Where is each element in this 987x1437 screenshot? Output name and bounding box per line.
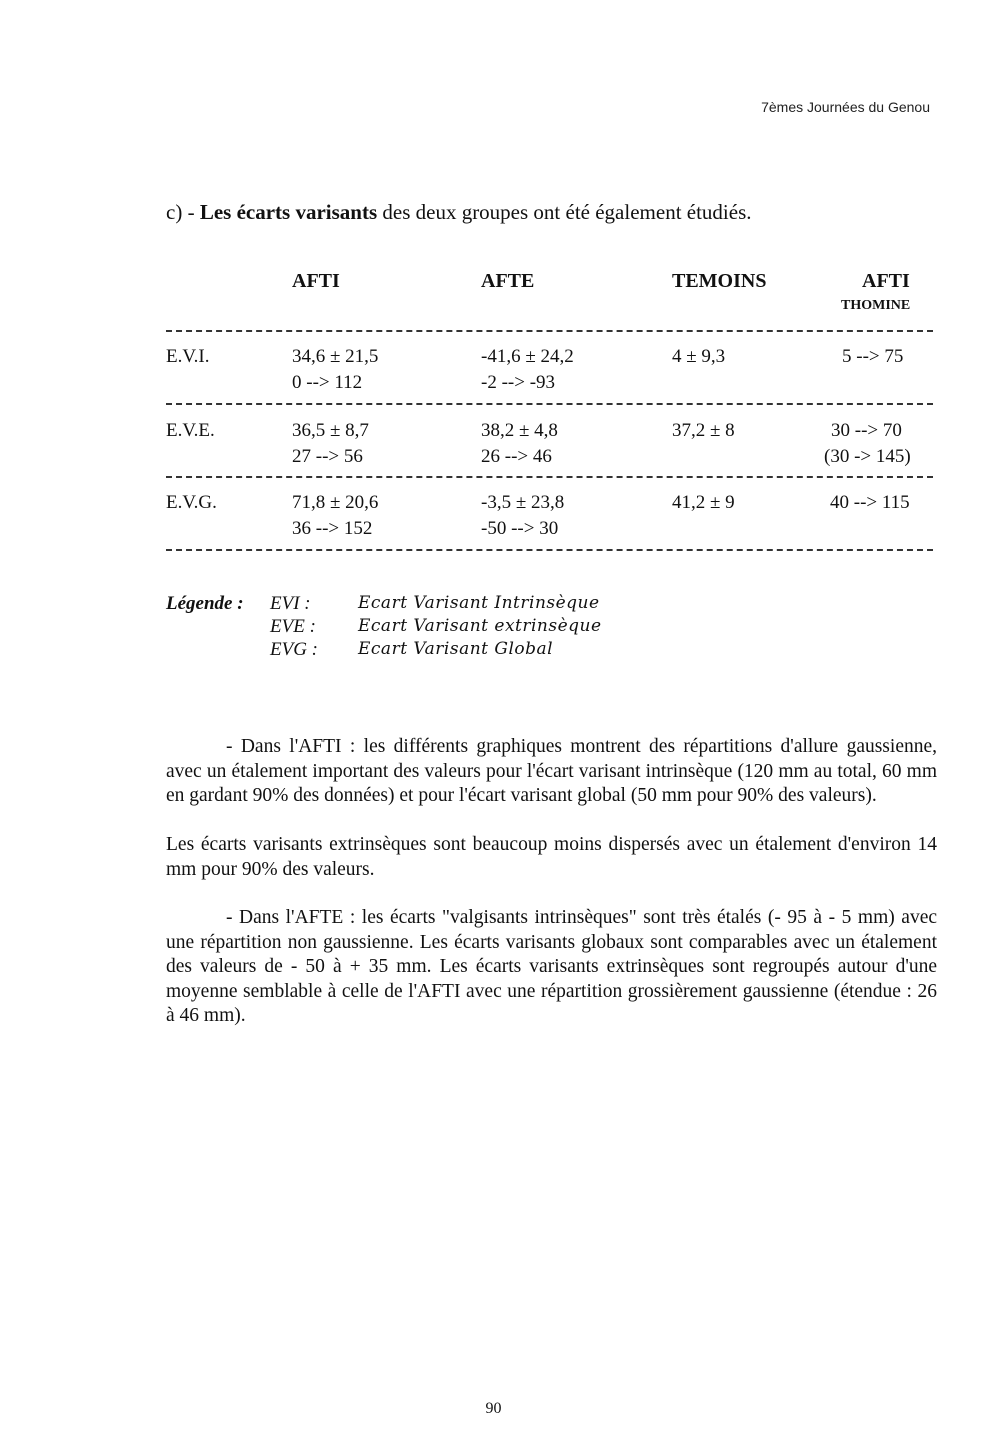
legend-title: Légende : [166, 593, 244, 614]
running-header: 7èmes Journées du Genou [761, 99, 930, 115]
cell-evi-thomine [842, 344, 903, 370]
row-label-eve: E.V.E. [166, 420, 215, 441]
cell-line: (30 -> 145) [824, 446, 911, 467]
cell-line: 71,8 ± 20,6 [292, 492, 379, 513]
cell-line: 0 --> 112 [292, 372, 363, 393]
page-number: 90 [485, 1400, 502, 1417]
legend-definition: Ecart Varisant extrinsèque [358, 616, 602, 636]
cell-line: 36,5 ± 8,7 [292, 420, 369, 441]
col-header-afte: AFTE [481, 270, 535, 292]
row-label-evg: E.V.G. [166, 492, 217, 513]
cell-line: 30 --> 70 [831, 420, 902, 441]
cell-eve-thomine [824, 418, 911, 470]
paragraph-afte-text: - Dans l'AFTE : les écarts "valgisants intrinsèques" sont très étalés (- 95 à - 5 mm) avec une répartition non gaussienne. Les écarts varisants globaux sont comparables avec un étalement des valeurs de - 50 à + 35 mm. Les écarts varisants extrinsèques sont regroupés autour d'une moyenne semblable à celle de l'AFTI avec une répartition grossièrement gaussienne (étendue : 26 à 46 mm). [166, 907, 937, 1026]
cell-line: -41,6 ± 24,2 [481, 346, 574, 367]
cell-line: 41,2 ± 9 [672, 492, 735, 513]
cell-line: 5 --> 75 [842, 346, 904, 367]
paragraph-afti-text: - Dans l'AFTI : les différents graphiques montrent des répartitions d'allure gaussienne, avec un étalement important des valeurs pour l'écart varisant intrinsèque (120 mm au total, 60 mm en gardant 90% des données) et pour l'écart varisant global (50 mm pour 90% des valeurs). [166, 736, 937, 806]
section-title [166, 200, 752, 225]
cell-evg-afte [481, 490, 564, 542]
cell-line: 34,6 ± 21,5 [292, 346, 379, 367]
cell-line: 27 --> 56 [292, 446, 363, 467]
cell-evg-temoins [672, 490, 735, 516]
row-label-evi: E.V.I. [166, 346, 210, 367]
cell-line: -3,5 ± 23,8 [481, 492, 565, 513]
legend-abbr: EVI : [270, 593, 311, 614]
col-header-temoins: TEMOINS [672, 270, 767, 292]
col-subheader-thomine: THOMINE [841, 298, 911, 313]
table-rule [166, 330, 933, 332]
cell-line: -50 --> 30 [481, 518, 559, 539]
cell-evi-temoins [672, 344, 725, 370]
col-header-afti-thomine: AFTI [862, 270, 910, 292]
cell-eve-temoins [672, 418, 735, 444]
paragraph-afti [166, 735, 937, 809]
table-rule [166, 549, 933, 551]
cell-line: 36 --> 152 [292, 518, 373, 539]
legend-definition: Ecart Varisant Intrinsèque [358, 593, 600, 613]
section-prefix: c) - [166, 200, 200, 224]
cell-eve-afti [292, 418, 369, 470]
cell-evi-afte [481, 344, 574, 396]
legend-abbr: EVE : [270, 616, 316, 637]
legend-abbr: EVG : [270, 639, 319, 660]
cell-evi-afti [292, 344, 378, 396]
section-rest: des deux groupes ont été également étudiés. [377, 200, 752, 224]
cell-line: 38,2 ± 4,8 [481, 420, 558, 441]
legend-definition: Ecart Varisant Global [358, 639, 554, 659]
section-bold: Les écarts varisants [199, 200, 378, 224]
cell-line: 26 --> 46 [481, 446, 552, 467]
cell-evg-afti [292, 490, 378, 542]
table-rule [166, 403, 933, 405]
paragraph-afti-extrinseque: Les écarts varisants extrinsèques sont beaucoup moins dispersés avec un étalement d'environ 14 mm pour 90% des valeurs. [166, 834, 937, 880]
paragraph-afte [166, 906, 937, 1029]
cell-line: 4 ± 9,3 [672, 346, 726, 367]
cell-eve-afte [481, 418, 558, 470]
cell-evg-thomine [830, 490, 910, 516]
table-rule [166, 476, 933, 478]
cell-line: 40 --> 115 [830, 492, 910, 513]
col-header-afti: AFTI [292, 270, 340, 292]
cell-line: 37,2 ± 8 [672, 420, 735, 441]
cell-line: -2 --> -93 [481, 372, 556, 393]
